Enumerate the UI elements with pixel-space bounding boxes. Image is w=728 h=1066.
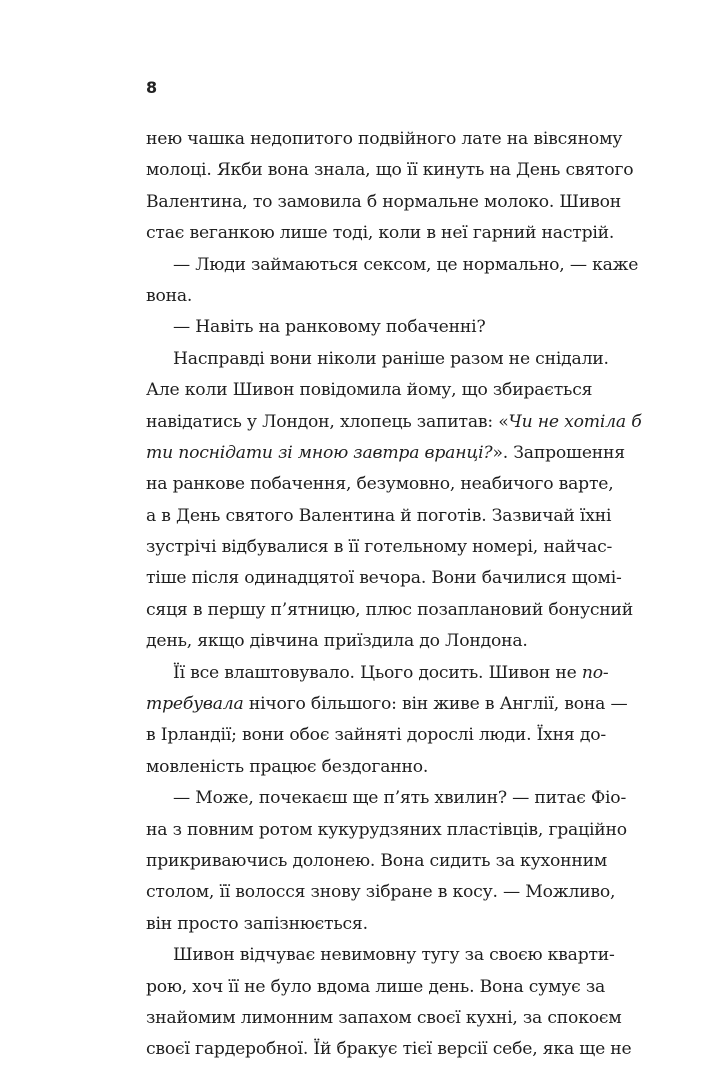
text-span: Її все влаштовувало. Цього досить. Шивон не bbox=[173, 662, 582, 683]
text-line bbox=[146, 532, 613, 563]
text-line bbox=[146, 344, 609, 375]
text-line bbox=[146, 752, 583, 783]
text-span: зустрічі відбувалися в її готельному номері, найчас- bbox=[146, 537, 613, 558]
text-span: на ранкове побачення, безумовно, неабичого варте, bbox=[146, 474, 614, 495]
text-span: ». Запрошення bbox=[492, 442, 625, 463]
text-line bbox=[146, 312, 583, 343]
text-line bbox=[146, 972, 606, 1003]
body-text bbox=[146, 124, 642, 1066]
text-span: нічого більшого: він живе в Англії, вона — bbox=[243, 694, 628, 715]
text-line bbox=[146, 218, 615, 249]
text-span: молоці. Якби вона знала, що її кинуть на День святого bbox=[146, 160, 634, 181]
text-line bbox=[146, 940, 615, 971]
text-line bbox=[146, 626, 583, 657]
text-span: знайомим лимонним запахом своєї кухні, за спокоєм bbox=[146, 1007, 622, 1028]
text-line bbox=[146, 187, 621, 218]
italic-text: по- bbox=[581, 662, 609, 683]
text-line bbox=[146, 281, 583, 312]
text-span: своєї гардеробної. Їй бракує тієї версії себе, яка ще не bbox=[146, 1039, 632, 1060]
text-span: тіше після одинадцятої вечора. Вони бачилися щомі- bbox=[146, 568, 622, 589]
text-span: вона. bbox=[146, 285, 193, 306]
text-span: Валентина, то замовила б нормальне молоко. Шивон bbox=[146, 191, 621, 212]
text-span: стає веганкою лише тоді, коли в неї гарний настрій. bbox=[146, 223, 615, 244]
text-line bbox=[146, 1034, 632, 1065]
text-line bbox=[146, 501, 612, 532]
text-line bbox=[146, 595, 634, 626]
text-line bbox=[146, 438, 625, 469]
text-span: навідатись у Лондон, хлопець запитав: « bbox=[146, 411, 509, 432]
text-span: — Люди займаються сексом, це нормально, — каже bbox=[173, 254, 639, 275]
text-line bbox=[146, 815, 627, 846]
italic-text: требувала bbox=[146, 694, 244, 715]
text-span: мовленість працює бездоганно. bbox=[146, 756, 429, 777]
text-span: рою, хоч її не було вдома лише день. Вона сумує за bbox=[146, 976, 606, 997]
text-line bbox=[146, 124, 623, 155]
text-span: прикриваючись долонею. Вона сидить за кухонним bbox=[146, 850, 608, 871]
text-line bbox=[146, 563, 622, 594]
text-span: а в День святого Валентина й поготів. Зазвичай їхні bbox=[146, 505, 612, 526]
text-span: на з повним ротом кукурудзяних пластівців, граційно bbox=[146, 819, 627, 840]
text-line bbox=[146, 407, 642, 438]
text-line bbox=[146, 469, 614, 500]
text-span: в Ірландії; вони обоє зайняті дорослі люди. Їхня до- bbox=[146, 725, 606, 746]
text-line bbox=[146, 877, 616, 908]
text-line bbox=[146, 250, 639, 281]
text-line bbox=[146, 375, 593, 406]
text-line bbox=[146, 909, 583, 940]
text-line bbox=[146, 155, 634, 186]
text-line bbox=[146, 689, 628, 720]
text-span: день, якщо дівчина приїздила до Лондона. bbox=[146, 631, 528, 652]
text-line bbox=[146, 658, 609, 689]
text-span: Насправді вони ніколи раніше разом не снідали. bbox=[173, 348, 609, 369]
italic-text: Чи не хотіла б bbox=[508, 411, 642, 432]
text-span: сяця в першу п’ятницю, плюс позаплановий бонусний bbox=[146, 599, 634, 620]
text-span: — Може, почекаєш ще п’ять хвилин? — питає Фіо- bbox=[173, 788, 627, 809]
text-span: — Навіть на ранковому побаченні? bbox=[173, 317, 486, 338]
page-number: 8 bbox=[146, 78, 158, 97]
text-span: Але коли Шивон повідомила йому, що збирається bbox=[146, 380, 593, 401]
text-line bbox=[146, 1003, 622, 1034]
text-line bbox=[146, 720, 606, 751]
text-span: нею чашка недопитого подвійного лате на вівсяному bbox=[146, 129, 623, 149]
italic-text: ти поснідати зі мною завтра вранці? bbox=[146, 442, 493, 463]
text-line bbox=[146, 846, 608, 877]
text-line bbox=[146, 783, 627, 814]
text-span: він просто запізнюється. bbox=[146, 913, 368, 934]
text-span: столом, її волосся знову зібране в косу. — Можливо, bbox=[146, 882, 616, 903]
text-span: Шивон відчуває невимовну тугу за своєю кварти- bbox=[173, 945, 615, 966]
